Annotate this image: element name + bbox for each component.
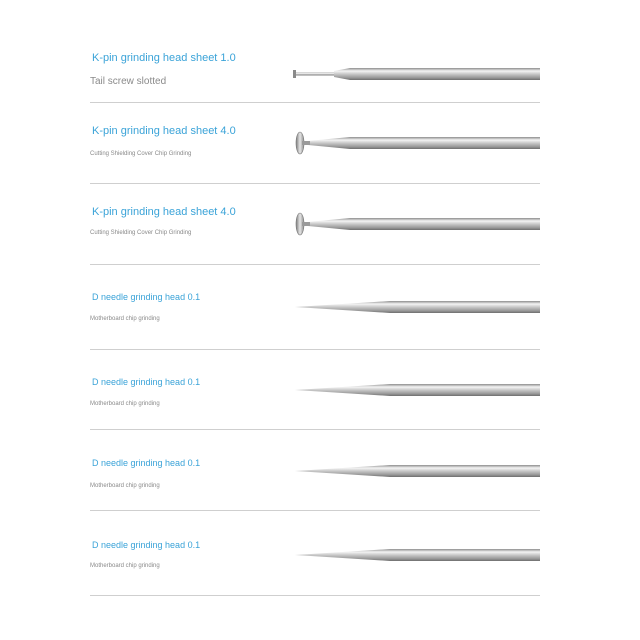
d-needle-bit-icon xyxy=(290,378,540,402)
product-subtitle: Cutting Shielding Cover Chip Grinding xyxy=(90,230,192,236)
k-pin-disc-bit-icon xyxy=(290,212,540,236)
product-title: D needle grinding head 0.1 xyxy=(92,292,201,302)
d-needle-bit-icon xyxy=(290,459,540,483)
product-row xyxy=(90,430,540,511)
product-row xyxy=(90,511,540,596)
product-title: D needle grinding head 0.1 xyxy=(92,377,201,387)
product-row xyxy=(90,265,540,350)
product-title: D needle grinding head 0.1 xyxy=(92,458,201,468)
product-subtitle: Cutting Shielding Cover Chip Grinding xyxy=(90,151,192,157)
product-title: K-pin grinding head sheet 4.0 xyxy=(92,206,236,218)
product-subtitle: Motherboard chip grinding xyxy=(90,316,160,322)
product-title: D needle grinding head 0.1 xyxy=(92,540,201,550)
product-subtitle: Motherboard chip grinding xyxy=(90,401,160,407)
k-pin-disc-bit-icon xyxy=(290,131,540,155)
product-subtitle: Motherboard chip grinding xyxy=(90,483,160,489)
product-row xyxy=(90,40,540,103)
k-pin-small-tip-bit-icon xyxy=(290,62,540,86)
product-row xyxy=(90,184,540,265)
product-subtitle: Motherboard chip grinding xyxy=(90,563,160,569)
d-needle-bit-icon xyxy=(290,543,540,567)
product-row xyxy=(90,350,540,430)
product-row xyxy=(90,103,540,184)
product-title: K-pin grinding head sheet 4.0 xyxy=(92,125,236,137)
d-needle-bit-icon xyxy=(290,295,540,319)
product-title: K-pin grinding head sheet 1.0 xyxy=(92,52,236,64)
product-subtitle: Tail screw slotted xyxy=(90,76,167,87)
